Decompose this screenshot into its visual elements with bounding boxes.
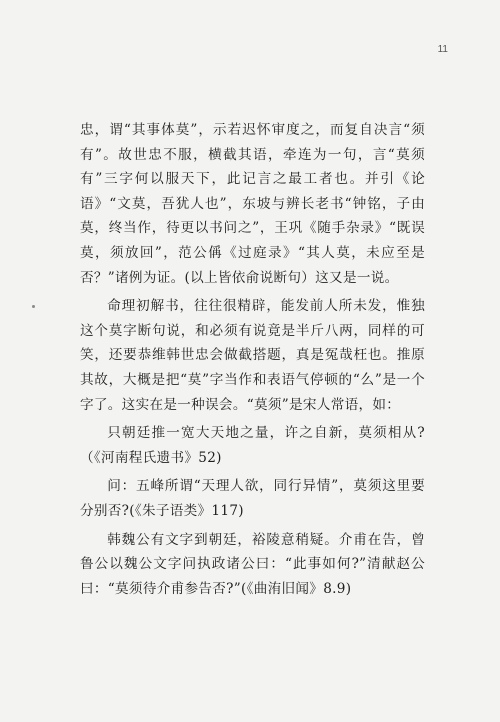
quote-henan-chengshi: 只朝廷推一宽大天地之量，许之自新，莫须相从?（《河南程氏遗书》52) <box>80 425 425 466</box>
page-body <box>80 118 425 601</box>
paragraph-mingli: 命理初解书，往往很精辟，能发前人所未发，惟独这个莫字断句说，和必须有说竟是半斤八两，同样的可笑，还要恭维韩世忠会做截搭题，真是冤哉枉也。推原其故，大概是把“莫”字当作和表语气停顿的“么”是一个字了。这实在是一种误会。“莫须”是宋人常语，如： <box>80 298 425 413</box>
page-number: 11 <box>437 44 448 55</box>
paragraph-continuation: 忠，谓“其事体莫”，示若迟怀审度之，而复自决言“须有”。故世忠不服，横截其语，牵连为一句，言“莫须有”三字何以服天下，此记言之最工者也。并引《论语》“文莫，吾犹人也”，东坡与辨长老书“钟铭，子由莫，终当作，待更以书问之”，王巩《随手杂录》“既误莫，须放回”，范公偁《过庭录》“其人莫，未应至是否？”诸例为证。(以上皆依俞说断句）这又是一说。 <box>80 122 425 286</box>
margin-dot <box>32 305 35 308</box>
paragraph-han-weigong: 韩魏公有文字到朝廷，裕陵意稍疑。介甫在告，曾鲁公以魏公文字问执政诸公曰：“此事如何?”清献赵公曰：“莫须待介甫参告否?”(《曲洧旧闻》8.9) <box>80 531 425 597</box>
quote-zhuzi-yulei: 问：五峰所谓“天理人欲，同行异情”，莫须这里要分别否?(《朱子语类》117) <box>80 478 425 519</box>
